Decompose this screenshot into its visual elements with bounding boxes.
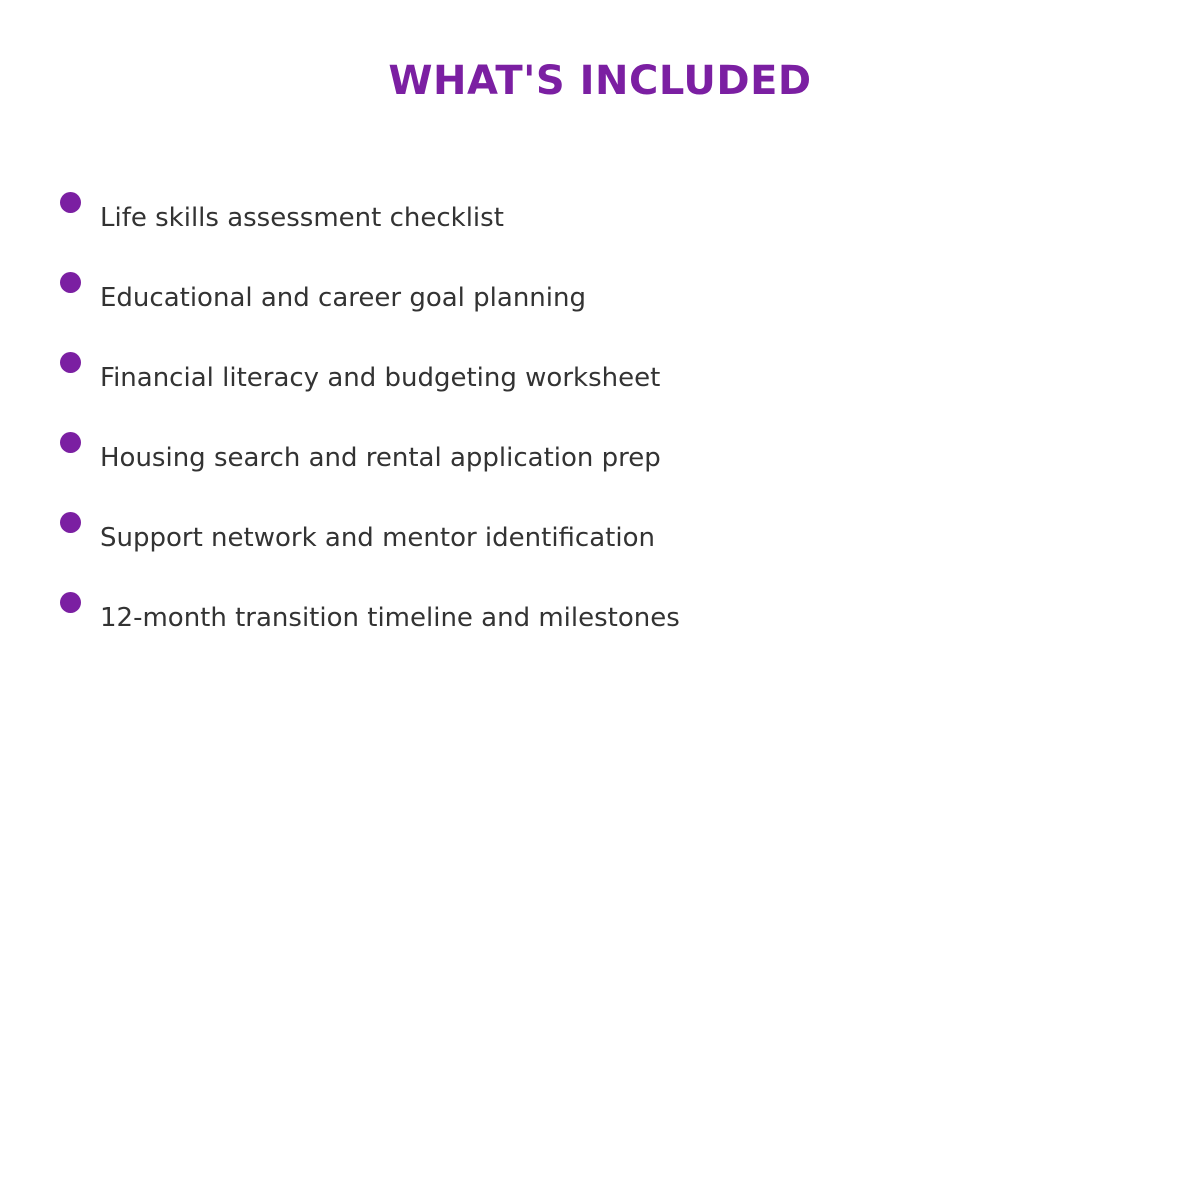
bullet-icon [60,432,81,453]
bullet-icon [60,512,81,533]
bullet-icon [60,272,81,293]
list-item-label: 12-month transition timeline and milestones [100,603,680,633]
list-item [60,190,1140,270]
bullet-icon [60,192,81,213]
page-title: WHAT'S INCLUDED [388,58,812,104]
list-item-label: Life skills assessment checklist [100,203,504,233]
list-item-label: Support network and mentor identification [100,523,655,553]
list-item-label: Financial literacy and budgeting worksheet [100,363,661,393]
list-item [60,270,1140,350]
list-item-label: Housing search and rental application prep [100,443,661,473]
list-item [60,510,1140,590]
list-item [60,590,1140,670]
list-item [60,350,1140,430]
bullet-icon [60,592,81,613]
bullet-icon [60,352,81,373]
list-item [60,430,1140,510]
included-items-list [60,190,1140,670]
list-item-label: Educational and career goal planning [100,283,586,313]
